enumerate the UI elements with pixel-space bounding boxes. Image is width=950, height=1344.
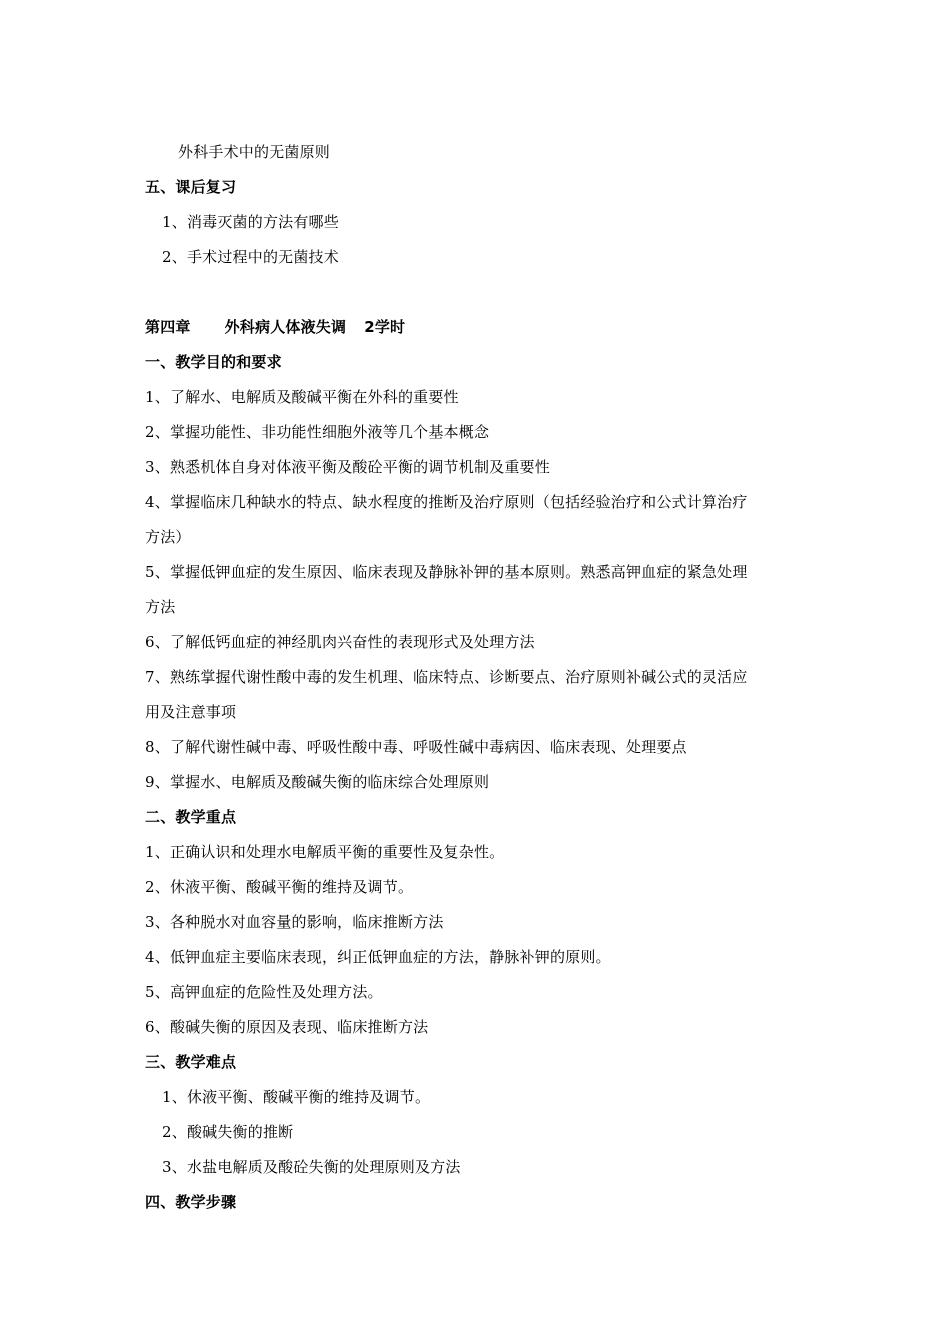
list-item: 3、各种脱水对血容量的影响，临床推断方法: [145, 913, 444, 931]
list-item: 1、正确认识和处理水电解质平衡的重要性及复杂性。: [145, 843, 505, 861]
list-item: 8、了解代谢性碱中毒、呼吸性酸中毒、呼吸性碱中毒病因、临床表现、处理要点: [145, 738, 687, 756]
list-item: 1、了解水、电解质及酸碱平衡在外科的重要性: [145, 388, 459, 406]
list-item: 4、低钾血症主要临床表现，纠正低钾血症的方法，静脉补钾的原则。: [145, 948, 611, 966]
list-item: 2、酸碱失衡的推断: [162, 1123, 294, 1141]
list-item-continuation: 用及注意事项: [145, 703, 237, 721]
list-item: 5、高钾血症的危险性及处理方法。: [145, 983, 383, 1001]
section-heading: 五、课后复习: [145, 178, 237, 196]
list-item: 2、休液平衡、酸碱平衡的维持及调节。: [145, 878, 414, 896]
chapter-title: 外科病人体液失调: [224, 318, 347, 336]
list-item: 1、消毒灭菌的方法有哪些: [162, 213, 339, 231]
list-item: 1、休液平衡、酸碱平衡的维持及调节。: [162, 1088, 431, 1106]
list-item: 7、熟练掌握代谢性酸中毒的发生机理、临床特点、诊断要点、治疗原则补碱公式的灵活应: [145, 668, 748, 686]
list-item: 6、了解低钙血症的神经肌肉兴奋性的表现形式及处理方法: [145, 633, 535, 651]
list-item: 6、酸碱失衡的原因及表现、临床推断方法: [145, 1018, 429, 1036]
list-item: 2、手术过程中的无菌技术: [162, 248, 339, 266]
chapter-number: 第四章: [145, 318, 191, 336]
list-item: 4、掌握临床几种缺水的特点、缺水程度的推断及治疗原则（包括经验治疗和公式计算治疗: [145, 493, 748, 511]
list-item-continuation: 方法: [145, 598, 176, 616]
list-item: 3、熟悉机体自身对体液平衡及酸砼平衡的调节机制及重要性: [145, 458, 550, 476]
list-item: 9、掌握水、电解质及酸碱失衡的临床综合处理原则: [145, 773, 490, 791]
section-heading: 一、教学目的和要求: [145, 353, 282, 371]
list-item: 3、水盐电解质及酸砼失衡的处理原则及方法: [162, 1158, 461, 1176]
list-item: 2、掌握功能性、非功能性细胞外液等几个基本概念: [145, 423, 490, 441]
chapter-heading: [145, 317, 405, 337]
section-heading: 二、教学重点: [145, 808, 237, 826]
section-heading: 四、教学步骤: [145, 1193, 237, 1211]
list-item: 5、掌握低钾血症的发生原因、临床表现及静脉补钾的基本原则。熟悉高钾血症的紧急处理: [145, 563, 748, 581]
section-heading: 三、教学难点: [145, 1053, 237, 1071]
topic-line: 外科手术中的无菌原则: [178, 143, 331, 161]
chapter-hours: 2学时: [364, 318, 406, 336]
list-item-continuation: 方法）: [145, 528, 191, 546]
